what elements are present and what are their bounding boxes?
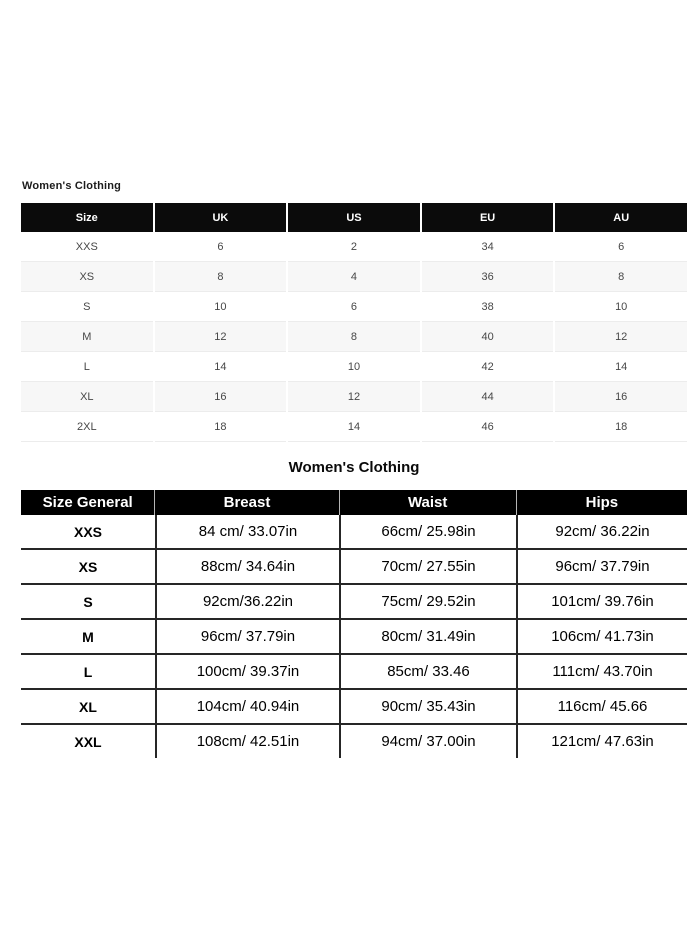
value-cell: 8 — [155, 262, 287, 292]
measurement-table-body — [21, 515, 687, 758]
value-cell: 90cm/ 35.43in — [339, 690, 516, 723]
value-cell: 88cm/ 34.64in — [155, 550, 339, 583]
size-label-cell: L — [21, 655, 155, 688]
column-header-cell: EU — [422, 203, 554, 232]
size-conversion-table-body — [21, 232, 687, 442]
size-label-cell: XS — [21, 262, 153, 292]
size-conversion-table-title: Women's Clothing — [22, 180, 122, 192]
size-label-cell: M — [21, 322, 153, 352]
value-cell: 94cm/ 37.00in — [339, 725, 516, 758]
value-cell: 100cm/ 39.37in — [155, 655, 339, 688]
column-header-cell: UK — [155, 203, 287, 232]
table-row — [21, 322, 687, 352]
value-cell: 121cm/ 47.63in — [516, 725, 687, 758]
value-cell: 80cm/ 31.49in — [339, 620, 516, 653]
value-cell: 38 — [422, 292, 554, 322]
value-cell: 6 — [288, 292, 420, 322]
value-cell: 18 — [555, 412, 687, 442]
size-conversion-table-header — [21, 203, 687, 232]
value-cell: 4 — [288, 262, 420, 292]
value-cell: 106cm/ 41.73in — [516, 620, 687, 653]
value-cell: 8 — [555, 262, 687, 292]
value-cell: 44 — [422, 382, 554, 412]
value-cell: 6 — [555, 232, 687, 262]
value-cell: 36 — [422, 262, 554, 292]
size-label-cell: XL — [21, 382, 153, 412]
table-row — [21, 585, 687, 620]
size-label-cell: S — [21, 292, 153, 322]
column-header-cell: Breast — [155, 490, 338, 515]
size-conversion-table — [21, 203, 687, 442]
value-cell: 92cm/ 36.22in — [516, 515, 687, 548]
value-cell: 40 — [422, 322, 554, 352]
value-cell: 34 — [422, 232, 554, 262]
table-row — [21, 382, 687, 412]
size-label-cell: M — [21, 620, 155, 653]
value-cell: 18 — [155, 412, 287, 442]
value-cell: 101cm/ 39.76in — [516, 585, 687, 618]
table-row — [21, 690, 687, 725]
size-label-cell: XXL — [21, 725, 155, 758]
value-cell: 8 — [288, 322, 420, 352]
table-row — [21, 515, 687, 550]
column-header-cell: US — [288, 203, 420, 232]
size-label-cell: S — [21, 585, 155, 618]
column-header-cell: Size General — [21, 490, 154, 515]
measurement-table — [21, 490, 687, 758]
value-cell: 92cm/36.22in — [155, 585, 339, 618]
table-row — [21, 232, 687, 262]
size-label-cell: XS — [21, 550, 155, 583]
table-row — [21, 412, 687, 442]
value-cell: 16 — [155, 382, 287, 412]
value-cell: 12 — [555, 322, 687, 352]
value-cell: 75cm/ 29.52in — [339, 585, 516, 618]
table-row — [21, 620, 687, 655]
size-label-cell: L — [21, 352, 153, 382]
column-header-cell: Waist — [340, 490, 516, 515]
value-cell: 10 — [288, 352, 420, 382]
measurement-table-header — [21, 490, 687, 515]
table-row — [21, 352, 687, 382]
table-row — [21, 655, 687, 690]
value-cell: 16 — [555, 382, 687, 412]
value-cell: 2 — [288, 232, 420, 262]
value-cell: 84 cm/ 33.07in — [155, 515, 339, 548]
value-cell: 12 — [288, 382, 420, 412]
size-label-cell: XL — [21, 690, 155, 723]
value-cell: 104cm/ 40.94in — [155, 690, 339, 723]
value-cell: 6 — [155, 232, 287, 262]
table-row — [21, 550, 687, 585]
table-row — [21, 725, 687, 758]
size-label-cell: XXS — [21, 232, 153, 262]
value-cell: 111cm/ 43.70in — [516, 655, 687, 688]
value-cell: 42 — [422, 352, 554, 382]
value-cell: 96cm/ 37.79in — [155, 620, 339, 653]
value-cell: 108cm/ 42.51in — [155, 725, 339, 758]
value-cell: 85cm/ 33.46 — [339, 655, 516, 688]
table-row — [21, 262, 687, 292]
table-row — [21, 292, 687, 322]
size-label-cell: XXS — [21, 515, 155, 548]
value-cell: 116cm/ 45.66 — [516, 690, 687, 723]
value-cell: 70cm/ 27.55in — [339, 550, 516, 583]
column-header-cell: AU — [555, 203, 687, 232]
value-cell: 46 — [422, 412, 554, 442]
value-cell: 14 — [555, 352, 687, 382]
value-cell: 10 — [555, 292, 687, 322]
value-cell: 10 — [155, 292, 287, 322]
column-header-cell: Size — [21, 203, 153, 232]
value-cell: 12 — [155, 322, 287, 352]
size-label-cell: 2XL — [21, 412, 153, 442]
value-cell: 66cm/ 25.98in — [339, 515, 516, 548]
value-cell: 14 — [288, 412, 420, 442]
value-cell: 96cm/ 37.79in — [516, 550, 687, 583]
column-header-cell: Hips — [517, 490, 687, 515]
value-cell: 14 — [155, 352, 287, 382]
measurement-table-title: Women's Clothing — [288, 459, 420, 476]
